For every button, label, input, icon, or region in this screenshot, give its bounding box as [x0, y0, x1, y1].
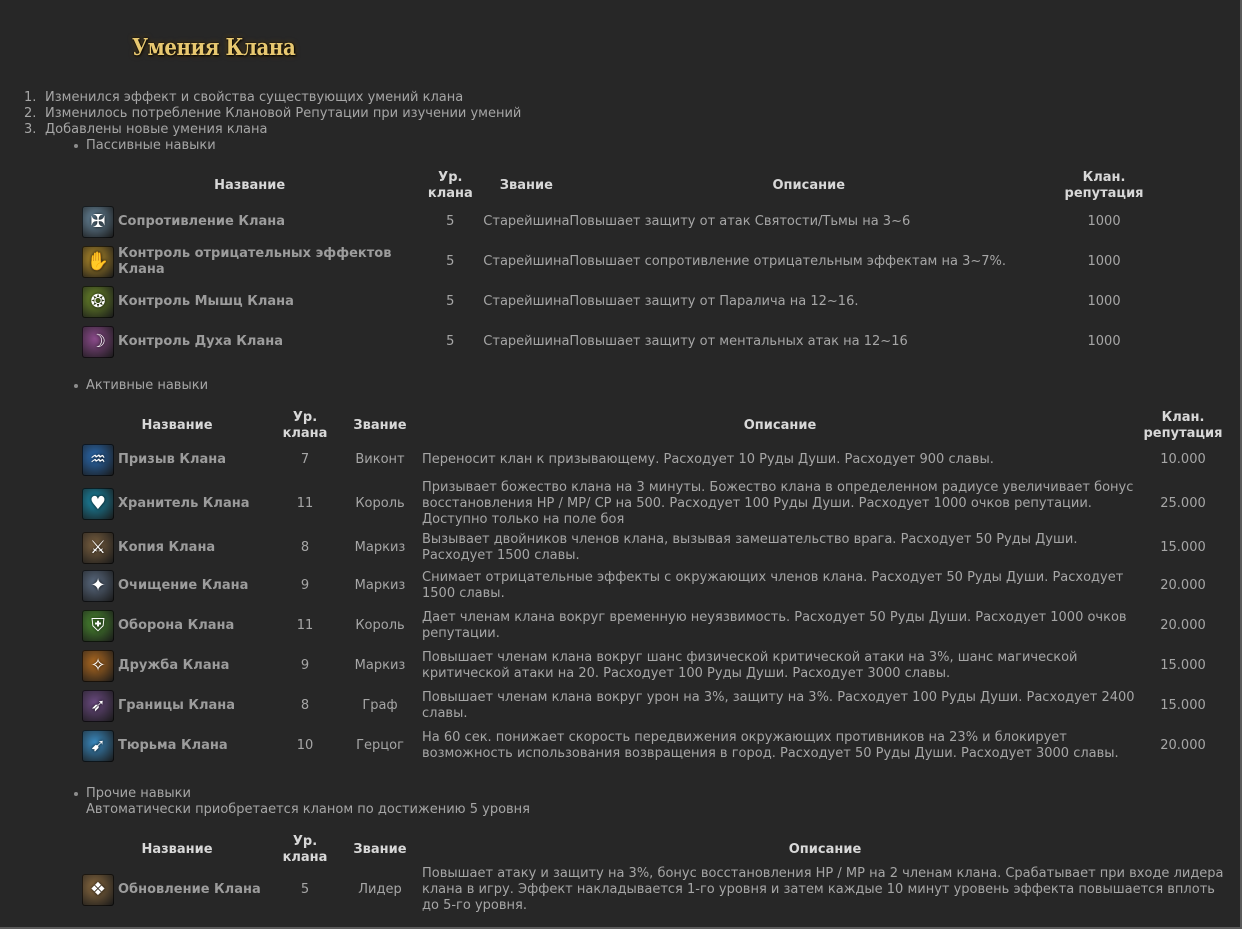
icon-cell	[82, 646, 118, 686]
skill-level: 8	[300, 540, 310, 555]
col-desc: Описание	[788, 842, 862, 857]
other-note: Автоматически приобретается кланом по достижению 5 уровня	[86, 802, 530, 817]
icon-glyph: ✠	[90, 211, 106, 232]
skill-rank: Виконт	[355, 452, 405, 467]
skill-name: Дружба Клана	[118, 658, 230, 673]
icon-cell	[82, 686, 118, 726]
table-row	[82, 726, 1228, 766]
col-level: Ур. клана	[282, 834, 328, 865]
skill-name: Призыв Клана	[118, 452, 227, 467]
clan-copy-icon	[82, 532, 114, 564]
skill-reputation: 15.000	[1160, 658, 1206, 673]
icon-glyph: ♥	[89, 493, 107, 514]
clan-resistance-icon	[82, 206, 114, 238]
clan-muscle-control-icon	[82, 286, 114, 318]
skill-description: Повышает защиту от Паралича на 12~16.	[569, 294, 859, 309]
icon-cell	[82, 202, 118, 242]
skill-description: Повышает членам клана вокруг шанс физической критической атаки на 3%, шанс магической критической атаки на 20. Расходует 100 Руды Души. Расходует 3000 славы.	[422, 650, 1078, 681]
skill-description: Призывает божество клана на 3 минуты. Божество клана в определенном радиусе увеличивает бонус восстановления HP / MP/ CP на 500. Расходует 100 Руды Души. Расходует 1000 очков репутации. Доступно только на поле боя	[422, 480, 1134, 527]
clan-summon-icon	[82, 444, 114, 476]
skill-reputation: 15.000	[1160, 540, 1206, 555]
skill-level: 9	[300, 658, 310, 673]
table-row	[82, 322, 1160, 362]
icon-glyph: ➶	[90, 695, 106, 716]
icon-glyph: ☽	[89, 331, 107, 352]
list-item: 2. Изменилось потребление Клановой Репутации при изучении умений	[24, 106, 522, 121]
skill-rank: Король	[355, 618, 405, 633]
clan-friendship-icon	[82, 650, 114, 682]
skill-description: Повышает защиту от ментальных атак на 12~16	[569, 334, 908, 349]
active-heading: Активные навыки	[86, 378, 208, 394]
skill-reputation: 15.000	[1160, 698, 1206, 713]
skill-reputation: 1000	[1087, 214, 1121, 229]
skill-level: 11	[296, 618, 314, 633]
icon-cell	[82, 282, 118, 322]
icon-glyph: ✦	[90, 575, 106, 596]
skill-name: Сопротивление Клана	[117, 214, 285, 229]
skill-rank: Лидер	[358, 882, 402, 897]
skill-rank: Маркиз	[354, 540, 406, 555]
col-rep: Клан. репутация	[1143, 410, 1223, 441]
active-skills-table	[82, 410, 1228, 766]
table-row	[82, 866, 1228, 914]
skill-description: Повышает защиту от атак Святости/Тьмы на 3~6	[569, 214, 911, 229]
table-row	[82, 202, 1160, 242]
col-rank: Звание	[499, 178, 553, 193]
clan-prison-icon	[82, 730, 114, 762]
list-item: 3. Добавлены новые умения клана	[24, 122, 268, 137]
icon-cell	[82, 478, 118, 530]
skill-description: Вызывает двойников членов клана, вызывая замешательство врага. Расходует 50 Руды Души. Расходует 1500 славы.	[422, 532, 1078, 563]
skill-name: Хранитель Клана	[118, 496, 250, 511]
skill-rank: Старейшина	[483, 214, 570, 229]
passive-heading: Пассивные навыки	[86, 138, 216, 154]
icon-cell	[82, 242, 118, 282]
skill-reputation: 10.000	[1160, 452, 1206, 467]
icon-cell	[82, 442, 118, 478]
bullet-icon	[74, 792, 78, 796]
skill-description: На 60 сек. понижает скорость передвижения окружающих противников на 23% и блокирует возможность использования возвращения в город. Расходует 50 Руды Души. Расходует 3000 славы.	[422, 730, 1119, 761]
skill-level: 9	[300, 578, 310, 593]
clan-debuff-control-icon	[82, 246, 114, 278]
skill-level: 5	[300, 882, 310, 897]
table-row	[82, 686, 1228, 726]
other-heading: Прочие навыки	[86, 786, 191, 802]
skill-level: 8	[300, 698, 310, 713]
skill-rank: Старейшина	[483, 334, 570, 349]
col-rank: Звание	[353, 842, 407, 857]
table-row	[82, 442, 1228, 478]
icon-cell	[82, 726, 118, 766]
skill-name: Очищение Клана	[118, 578, 249, 593]
skill-name: Копия Клана	[118, 540, 216, 555]
icon-glyph: ✋	[86, 251, 110, 272]
skill-rank: Маркиз	[354, 578, 406, 593]
list-item: 1. Изменился эффект и свойства существующих умений клана	[24, 90, 464, 105]
skill-level: 10	[296, 738, 314, 753]
clan-guardian-icon	[82, 488, 114, 520]
table-row	[82, 282, 1160, 322]
bullet-icon	[74, 384, 78, 388]
skill-level: 5	[446, 254, 455, 269]
skill-rank: Старейшина	[483, 254, 570, 269]
skill-description: Повышает сопротивление отрицательным эффектам на 3~7%.	[569, 254, 1007, 269]
skill-level: 7	[300, 452, 310, 467]
icon-cell	[82, 866, 118, 914]
icon-cell	[82, 530, 118, 566]
page-title: Умения Клана	[132, 34, 296, 61]
col-rank: Звание	[353, 418, 407, 433]
skill-level: 5	[446, 214, 455, 229]
table-row	[82, 606, 1228, 646]
col-desc: Описание	[772, 178, 846, 193]
table-row	[82, 478, 1228, 530]
skill-name: Тюрьма Клана	[118, 738, 228, 753]
skill-rank: Граф	[362, 698, 398, 713]
clan-borders-icon	[82, 690, 114, 722]
clan-spirit-control-icon	[82, 326, 114, 358]
skill-reputation: 1000	[1087, 254, 1121, 269]
icon-cell	[82, 606, 118, 646]
col-name: Название	[141, 842, 213, 857]
table-row	[82, 242, 1160, 282]
skill-level: 11	[296, 496, 314, 511]
icon-glyph: ❖	[89, 879, 107, 900]
skill-name: Контроль отрицательных эффектов Клана	[117, 246, 392, 277]
col-rep: Клан. репутация	[1064, 170, 1144, 201]
icon-glyph: ❂	[90, 291, 106, 312]
icon-cell	[82, 566, 118, 606]
icon-cell	[82, 322, 118, 362]
skill-reputation: 20.000	[1160, 578, 1206, 593]
skill-description: Повышает членам клана вокруг урон на 3%, защиту на 3%. Расходует 100 Руды Души. Расходует 2400 славы.	[422, 690, 1135, 721]
col-name: Название	[214, 178, 286, 193]
skill-description: Переносит клан к призывающему. Расходует 10 Руды Души. Расходует 900 славы.	[422, 452, 994, 467]
changes-list	[24, 90, 521, 138]
col-level: Ур. клана	[282, 410, 328, 441]
other-skills-table	[82, 834, 1228, 914]
icon-glyph: ⛨	[91, 615, 105, 636]
clan-renewal-icon	[82, 874, 114, 906]
bullet-icon	[74, 144, 78, 148]
skill-reputation: 20.000	[1160, 618, 1206, 633]
clan-defense-icon	[82, 610, 114, 642]
skill-reputation: 20.000	[1160, 738, 1206, 753]
skill-rank: Старейшина	[483, 294, 570, 309]
skill-level: 5	[446, 334, 455, 349]
skill-reputation: 1000	[1087, 334, 1121, 349]
skill-rank: Король	[355, 496, 405, 511]
icon-glyph: ✧	[90, 655, 106, 676]
skill-description: Снимает отрицательные эффекты с окружающих членов клана. Расходует 50 Руды Души. Расходует 1500 славы.	[422, 570, 1124, 601]
skill-level: 5	[446, 294, 455, 309]
skill-name: Обновление Клана	[118, 882, 261, 897]
skill-name: Границы Клана	[118, 698, 236, 713]
skill-reputation: 1000	[1087, 294, 1121, 309]
skill-name: Оборона Клана	[118, 618, 235, 633]
icon-glyph: ♒	[89, 449, 107, 470]
skill-rank: Герцог	[356, 738, 404, 753]
icon-glyph: ➹	[90, 735, 106, 756]
skill-description: Дает членам клана вокруг временную неуязвимость. Расходует 50 Руды Души. Расходует 1000 очков репутации.	[422, 610, 1127, 641]
skill-rank: Маркиз	[354, 658, 406, 673]
icon-glyph: ⚔	[89, 537, 107, 558]
table-row	[82, 530, 1228, 566]
skill-reputation: 25.000	[1160, 496, 1206, 511]
passive-skills-table	[82, 170, 1160, 362]
skill-description: Повышает атаку и защиту на 3%, бонус восстановления HP / MP на 2 членам клана. Срабатывает при входе лидера клана в игру. Эффект накладывается 1-го уровня и затем каждые 10 минут уровень эффекта повышается вплоть до 5-го уровня.	[422, 866, 1224, 913]
col-desc: Описание	[743, 418, 817, 433]
col-name: Название	[141, 418, 213, 433]
clan-purify-icon	[82, 570, 114, 602]
table-row	[82, 646, 1228, 686]
skill-name: Контроль Мышц Клана	[117, 294, 294, 309]
table-row	[82, 566, 1228, 606]
skill-name: Контроль Духа Клана	[117, 334, 283, 349]
col-level: Ур. клана	[427, 170, 473, 201]
